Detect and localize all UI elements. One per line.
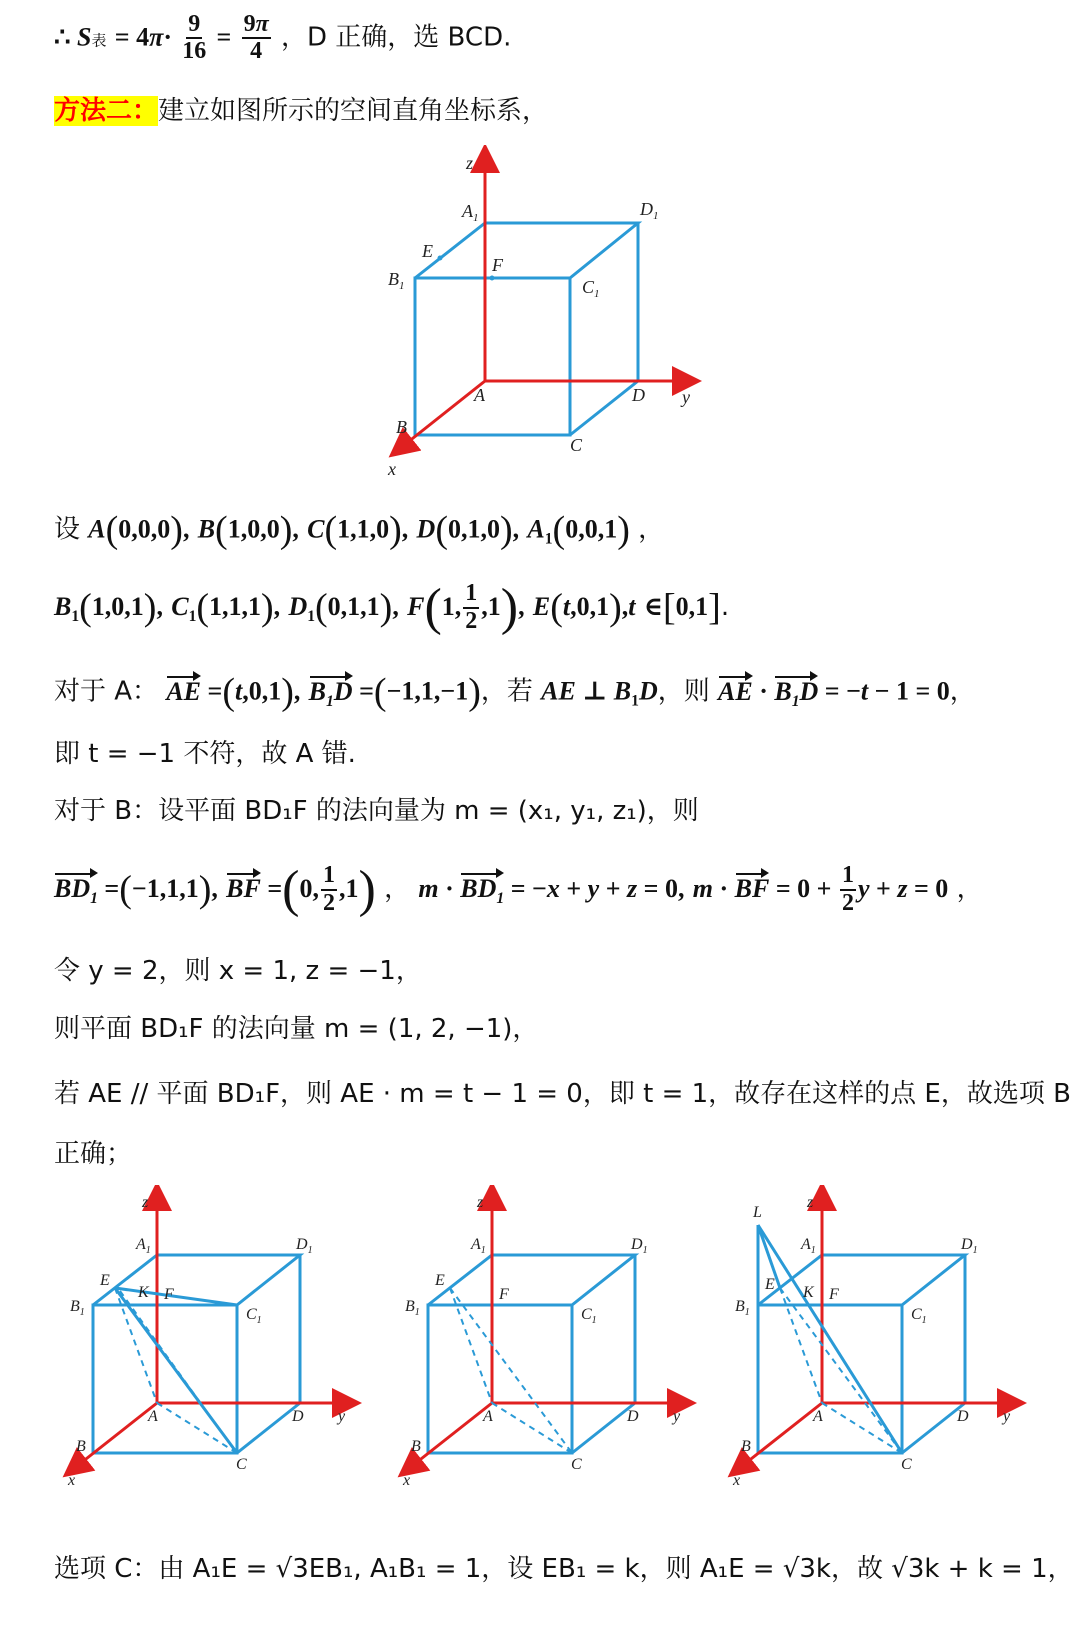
svg-text:D1: $D_1$ [296,1236,313,1256]
svg-text:A1: $A_1$ [471,1236,486,1256]
svg-text:C1: $C_1$ [246,1306,262,1326]
svg-text:y: y [1003,1408,1011,1425]
svg-text:B: B [76,1438,86,1455]
cube-figure-middle [395,1185,705,1495]
option-b-line: 对于 B：设平面 BD₁F 的法向量为 m = (x₁, y₁, z₁)，则 [54,796,699,826]
svg-text:z: z [807,1194,814,1211]
label-A1: $A_1$ [462,201,479,224]
label-C1: $C_1$ [582,277,600,300]
option-b-line-4: 则平面 BD₁F 的法向量 m = (1, 2, −1)， [54,1014,539,1044]
fraction-9-16: $\frac{9}{16}$ [182,11,207,65]
svg-text:B1: $B_1$ [405,1298,420,1318]
option-a-line: 对于 A： AE =(t,0,1), $B_1D =(-1,1,-1)$，若 AE ⊥ $B_1D$，则 AE · $B_1D = -t - 1 = 0$， [54,671,976,713]
svg-text:D: D [627,1408,639,1425]
svg-text:y: y [338,1408,346,1425]
coords-prefix: 设 [54,514,81,545]
svg-text:C1: $C_1$ [911,1306,927,1326]
svg-text:F: F [164,1286,174,1303]
coords-line-2: $B_1(1,0,1)$, $C_1(1,1,1)$, $D_1(0,1,1)$, F(1, $\frac{1}{2}$ ,1), E(t,0,1),t ∈[0,1]. [54,579,730,636]
fraction-9pi-4: $\frac{9\pi}{4}$ [243,11,269,65]
svg-text:K: K [803,1284,814,1301]
option-b-line-5: 若 AE // 平面 BD₁F，则 AE · m = t − 1 = 0，即 t = 1，故存在这样的点 E，故选项 B [54,1079,1071,1109]
svg-text:x: x [733,1472,741,1489]
svg-text:B: B [741,1438,751,1455]
svg-text:K: K [138,1284,149,1301]
line1-text: ，D 正确，选 BCD. [281,22,512,53]
svg-text:D: D [292,1408,304,1425]
svg-text:B: B [411,1438,421,1455]
svg-text:D1: $D_1$ [961,1236,978,1256]
method2-text: 建立如图所示的空间直角坐标系， [158,96,549,126]
method2-line [54,90,548,127]
option-b-vectors: $BD_1 =(-1,1,1)$, BF =(0, $\frac{1}{2}$ ,1) ， $m \cdot BD_1 = -x + y + z = 0$, m · BF = 0 + $\frac{1}{2}$ y + z = 0 ， [54,861,983,918]
axis-label-x: x [388,459,396,479]
svg-text:C: C [571,1456,582,1473]
svg-text:E: E [765,1276,775,1293]
option-c-line: 选项 C：由 A₁E = √3EB₁, A₁B₁ = 1，设 EB₁ = k，则 A₁E = √3k，故 √3k + k = 1， [54,1554,1074,1584]
svg-text:x: x [68,1472,76,1489]
svg-text:x: x [403,1472,411,1489]
option-b-line-3: 令 y = 2，则 x = 1, z = −1， [54,956,422,986]
cube-figure-left [60,1185,370,1495]
surface-area-line: ∴ S表 = 4π· $\frac{9}{16}$ = $\frac{9\pi}{4}$ ，D 正确，选 BCD. [54,11,512,65]
svg-text:z: z [477,1194,484,1211]
option-a-line-2: 即 t = −1 不符，故 A 错. [54,739,356,769]
coords-line-1: 设 A(0,0,0), B(1,0,0), C(1,1,0), D(0,1,0), $A_1(0,0,1)$ ， [54,509,665,551]
svg-text:E: E [100,1272,110,1289]
svg-text:y: y [673,1408,681,1425]
svg-text:C: C [901,1456,912,1473]
svg-text:A: A [483,1408,493,1425]
cube-figure-main [380,145,720,485]
label-D: D [632,385,645,405]
svg-text:D: D [957,1408,969,1425]
svg-text:A: A [813,1408,823,1425]
svg-text:A1: $A_1$ [136,1236,151,1256]
cube-figure-right [725,1185,1035,1495]
svg-text:B1: $B_1$ [735,1298,750,1318]
label-B1: $B_1$ [388,269,405,292]
label-E: E [422,241,433,261]
svg-text:A1: $A_1$ [801,1236,816,1256]
svg-text:L: L [753,1204,762,1221]
svg-text:F: F [829,1286,839,1303]
svg-text:C1: $C_1$ [581,1306,597,1326]
label-A: A [474,385,485,405]
axis-label-y: y [682,387,690,407]
label-D1: $D_1$ [640,199,659,222]
svg-text:C: C [236,1456,247,1473]
option-a-prefix: 对于 A： [54,676,159,707]
svg-text:D1: $D_1$ [631,1236,648,1256]
svg-text:B1: $B_1$ [70,1298,85,1318]
svg-text:A: A [148,1408,158,1425]
label-F: F [492,255,503,275]
option-b-line-6: 正确； [54,1139,133,1169]
label-C: C [570,435,583,455]
axis-label-z: z [466,153,474,173]
svg-text:F: F [499,1286,509,1303]
label-B: B [396,417,407,437]
svg-text:z: z [142,1194,149,1211]
svg-text:E: E [435,1272,445,1289]
method2-tag: 方法二： [54,96,159,126]
